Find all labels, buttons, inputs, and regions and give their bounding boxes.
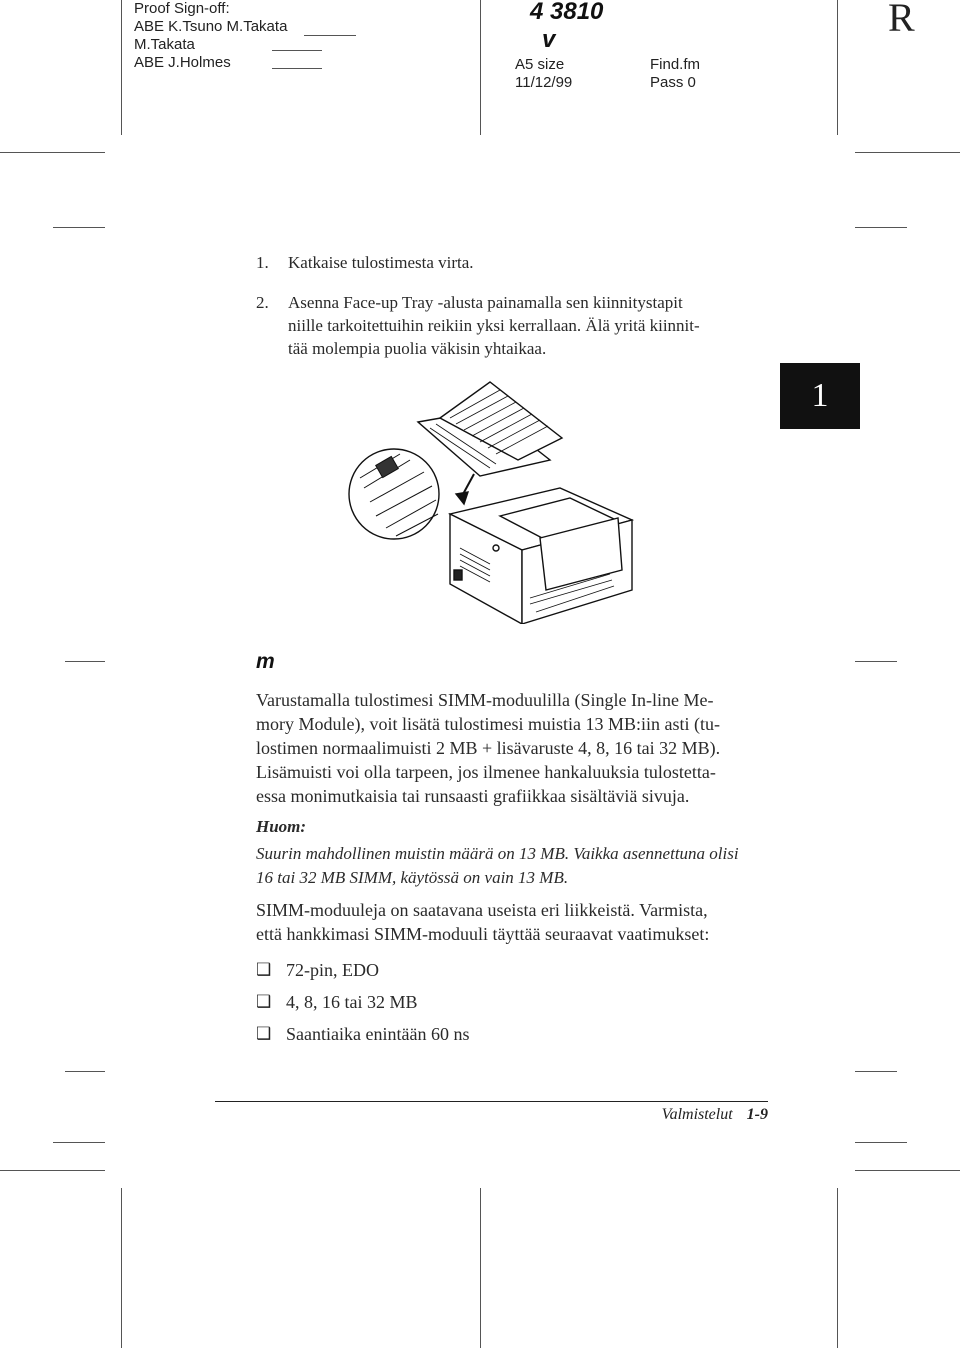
- list-item-text: 72-pin, EDO: [286, 960, 379, 980]
- note-line: Suurin mahdollinen muistin määrä on 13 MB. Vaikka asennettuna olisi: [256, 844, 739, 863]
- step-text-line: tää molempia puolia väkisin yhtaikaa.: [288, 339, 547, 358]
- document-code: [530, 0, 603, 54]
- crop-mark-horizontal: [855, 1170, 960, 1171]
- checkbox-icon: ❑: [256, 960, 272, 979]
- crop-mark-vertical: [837, 1188, 838, 1348]
- crop-mark-horizontal: [855, 152, 960, 153]
- paper-size-block: [515, 56, 572, 92]
- checkbox-icon: ❑: [256, 1024, 272, 1043]
- pass-number: Pass 0: [650, 74, 696, 91]
- crop-mark-horizontal: [65, 661, 105, 662]
- list-item: [256, 958, 469, 990]
- section-marker: m: [256, 650, 275, 673]
- crop-mark-horizontal: [65, 1071, 105, 1072]
- crop-mark-vertical: [121, 1188, 122, 1348]
- paragraph-line: lostimen normaalimuisti 2 MB + lisävaruste 4, 8, 16 tai 32 MB).: [256, 738, 721, 758]
- footer-page-number: 1-9: [746, 1106, 768, 1123]
- crop-mark-vertical: [480, 0, 481, 135]
- footer-rule: [215, 1101, 768, 1102]
- page-footer: [620, 1106, 768, 1124]
- signoff-underline: [304, 35, 356, 36]
- step-1: [256, 251, 474, 274]
- crop-mark-horizontal: [855, 227, 907, 228]
- signoff-underline: [272, 50, 322, 51]
- paragraph-line: Varustamalla tulostimesi SIMM-moduulilla (Single In-line Me-: [256, 690, 714, 710]
- step-2: [256, 291, 700, 360]
- paragraph-line: SIMM-moduuleja on saatavana useista eri liikkeistä. Varmista,: [256, 900, 708, 920]
- note-line: 16 tai 32 MB SIMM, käytössä on vain 13 MB.: [256, 868, 569, 887]
- crop-mark-horizontal: [0, 152, 105, 153]
- list-item: [256, 990, 469, 1022]
- crop-mark-vertical: [480, 1188, 481, 1348]
- printer-tray-illustration: [340, 378, 640, 624]
- paper-size: A5 size: [515, 56, 565, 73]
- proof-signoff-line: M.Takata: [134, 36, 195, 53]
- file-name: Find.fm: [650, 56, 701, 73]
- crop-mark-horizontal: [53, 227, 105, 228]
- crop-mark-horizontal: [53, 1142, 105, 1143]
- signoff-underline: [272, 68, 322, 69]
- list-item-text: Saantiaika enintään 60 ns: [286, 1024, 470, 1044]
- paragraph-line: että hankkimasi SIMM-moduuli täyttää seuraavat vaatimukset:: [256, 924, 710, 944]
- note-heading: Huom:: [256, 817, 307, 836]
- document-code-line1: 4 3810: [530, 0, 604, 25]
- step-text-line: Asenna Face-up Tray -alusta painamalla sen kiinnitystapit: [288, 293, 683, 312]
- paragraph-line: Lisämuisti voi olla tarpeen, jos ilmenee hankaluuksia tulostetta-: [256, 762, 716, 782]
- proof-date: 11/12/99: [515, 74, 573, 91]
- corner-mark: R: [888, 0, 915, 40]
- crop-mark-vertical: [121, 0, 122, 135]
- proof-signoff-block: [134, 0, 287, 72]
- document-code-line2: v: [542, 26, 556, 53]
- crop-mark-horizontal: [855, 1142, 907, 1143]
- paragraph-line: mory Module), voit lisätä tulostimesi muistia 13 MB:iin asti (tu-: [256, 714, 720, 734]
- note-block: [256, 815, 776, 890]
- proof-signoff-title: Proof Sign-off:: [134, 0, 230, 17]
- proof-signoff-line: ABE K.Tsuno M.Takata: [134, 18, 288, 35]
- paragraph-simm-requirements: [256, 898, 776, 946]
- requirements-list: [256, 958, 469, 1054]
- footer-section: Valmistelut: [661, 1106, 733, 1123]
- list-item: [256, 1022, 469, 1054]
- list-item-text: 4, 8, 16 tai 32 MB: [286, 992, 418, 1012]
- paragraph-simm-intro: [256, 688, 776, 808]
- crop-mark-horizontal: [855, 1071, 897, 1072]
- crop-mark-horizontal: [855, 661, 897, 662]
- paragraph-line: essa monimutkaisia tai runsaasti grafiikkaa sisältäviä sivuja.: [256, 786, 690, 806]
- proof-signoff-line: ABE J.Holmes: [134, 54, 231, 71]
- step-text-line: niille tarkoitettuihin reikiin yksi kerrallaan. Älä yritä kiinnit-: [288, 316, 700, 335]
- step-number: 2.: [256, 293, 269, 312]
- step-number: 1.: [256, 253, 269, 272]
- checkbox-icon: ❑: [256, 992, 272, 1011]
- crop-mark-vertical: [837, 0, 838, 135]
- file-block: [650, 56, 700, 92]
- chapter-tab: 1: [780, 363, 860, 429]
- crop-mark-horizontal: [0, 1170, 105, 1171]
- step-text: Katkaise tulostimesta virta.: [288, 253, 474, 272]
